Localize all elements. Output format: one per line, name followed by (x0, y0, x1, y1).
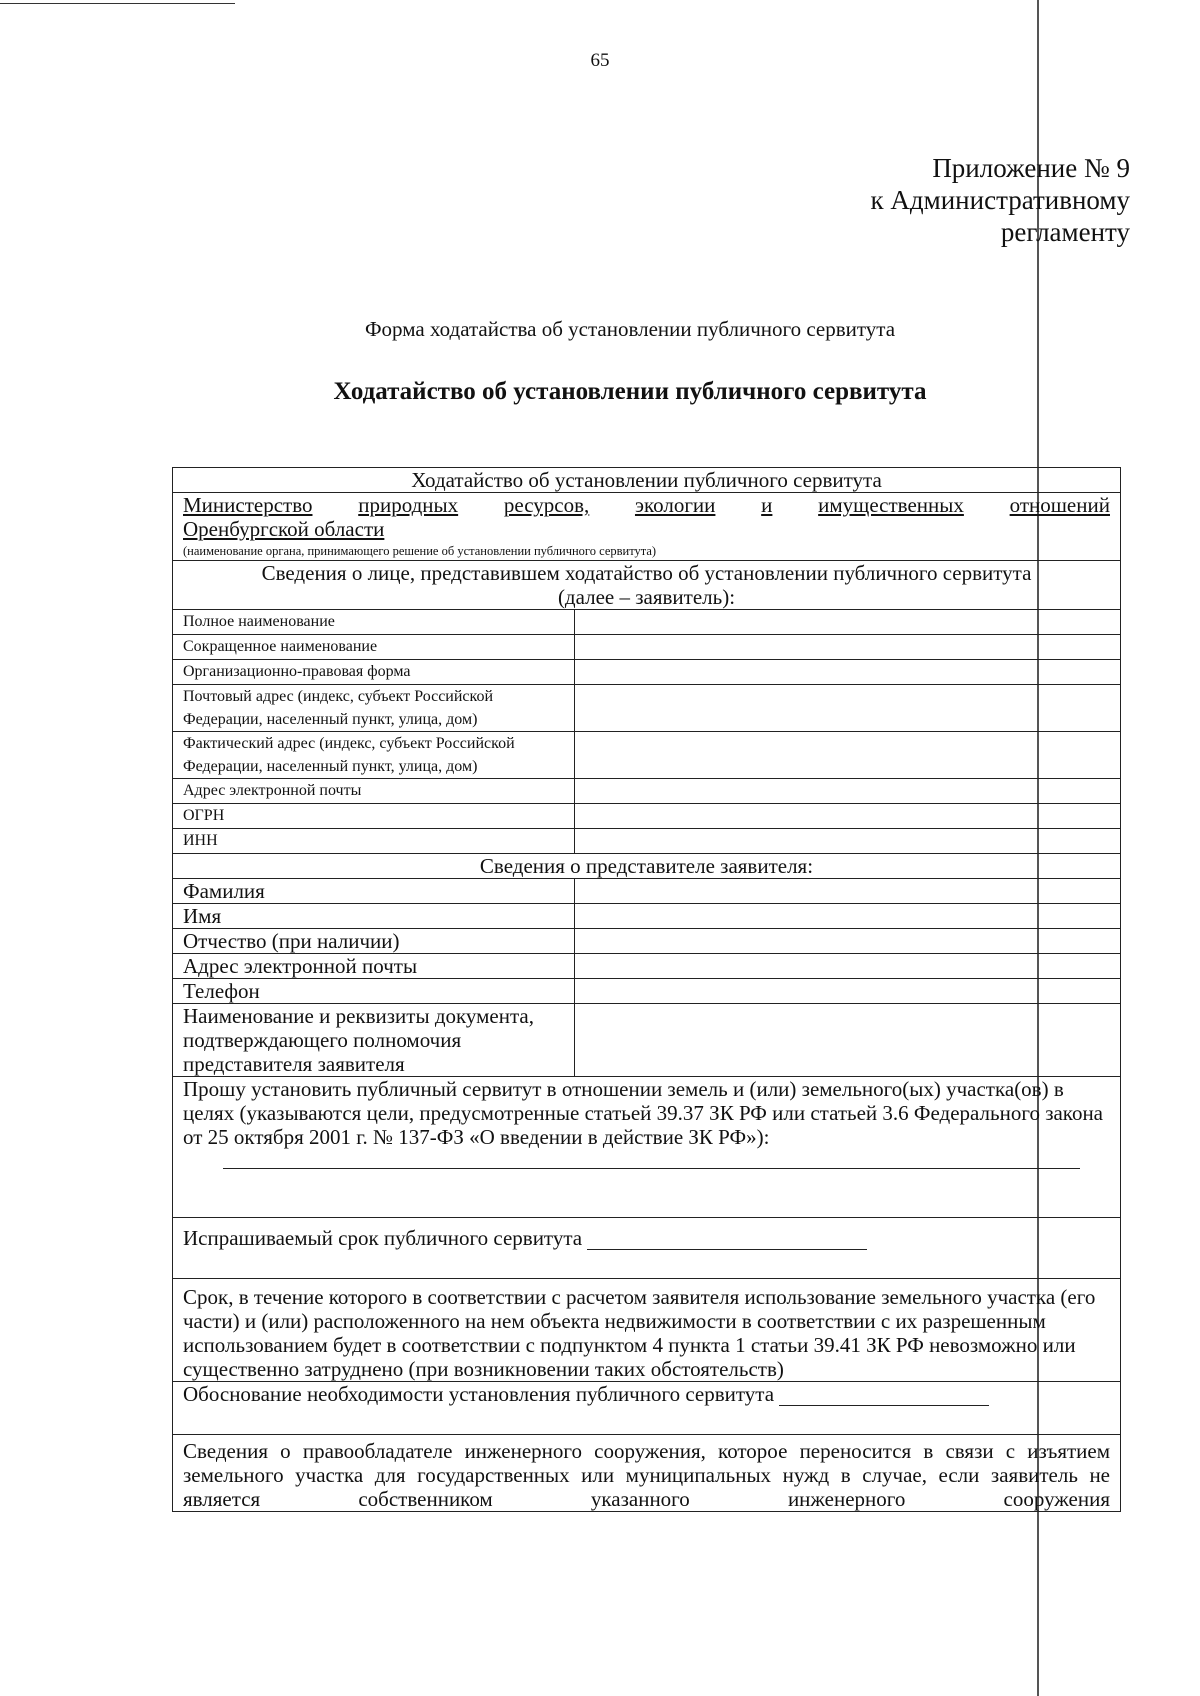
table-row (173, 779, 1121, 804)
table-row (173, 610, 1121, 635)
applicant-section-line-2: (далее – заявитель): (557, 585, 736, 609)
table-row (173, 804, 1121, 829)
justification-label: Обоснование необходимости установления публичного сервитута (183, 1382, 775, 1406)
authority-word: и (761, 493, 773, 517)
authority-word: имущественных (818, 493, 964, 517)
table-row (173, 929, 1121, 954)
applicant-section-heading (173, 561, 1121, 610)
table-row (173, 954, 1121, 979)
authority-line-1 (183, 493, 1110, 517)
field-label: ОГРН (173, 804, 575, 829)
appendix-line-3: регламенту (1000, 217, 1130, 247)
petition-form-table (172, 467, 1121, 1512)
purpose-row (173, 1077, 1121, 1218)
authority-word: Министерство (183, 493, 313, 517)
field-value-short-name[interactable] (575, 635, 1121, 660)
owner-row (173, 1435, 1121, 1512)
table-row (173, 635, 1121, 660)
table-row (173, 660, 1121, 685)
authority-line-2: Оренбургской области (183, 517, 385, 541)
authority-word: отношений (1009, 493, 1110, 517)
justification-row (173, 1382, 1121, 1435)
table-row (173, 1004, 1121, 1077)
field-label: Имя (173, 904, 575, 929)
main-title: Ходатайство об установлении публичного сервитута (333, 378, 927, 405)
field-value-authority-document[interactable] (575, 1004, 1121, 1077)
purpose-text: Прошу установить публичный сервитут в отношении земель и (или) земельного(ых) участка(ов) в целях (указываются цели, предусмотренные статьей 39.37 ЗК РФ или статьей 3.6 Федерального закона от 25 октября 2001 г. № 137-ФЗ «О введении в действие ЗК РФ»): (183, 1077, 1104, 1149)
appendix-line-2: к Административному (870, 185, 1130, 215)
representative-section-heading: Сведения о представителе заявителя: (173, 854, 1121, 879)
authority-note: (наименование органа, принимающего решение об установлении публичного сервитута) (183, 544, 657, 558)
field-value-actual-address[interactable] (575, 732, 1121, 779)
scan-top-line (0, 3, 235, 4)
field-value-full-name[interactable] (575, 610, 1121, 635)
authority-word: ресурсов, (503, 493, 590, 517)
field-label: Телефон (173, 979, 575, 1004)
field-value-surname[interactable] (575, 879, 1121, 904)
field-label: Полное наименование (173, 610, 575, 635)
term-label: Испрашиваемый срок публичного сервитута (183, 1226, 583, 1250)
field-value-patronymic[interactable] (575, 929, 1121, 954)
appendix-line-1: Приложение № 9 (932, 153, 1130, 183)
field-label: Организационно-правовая форма (173, 660, 575, 685)
field-label: Отчество (при наличии) (173, 929, 575, 954)
representative-section-row (173, 854, 1121, 879)
field-value-inn[interactable] (575, 829, 1121, 854)
table-row (173, 904, 1121, 929)
field-label: Фактический адрес (индекс, субъект Российской Федерации, населенный пункт, улица, дом) (173, 732, 575, 779)
form-caption: Форма ходатайства об установлении публичного сервитута (364, 317, 896, 341)
term-row (173, 1218, 1121, 1279)
table-row (173, 979, 1121, 1004)
purpose-cell (173, 1077, 1121, 1218)
authority-word: природных (358, 493, 459, 517)
field-value-name[interactable] (575, 904, 1121, 929)
field-value-legal-form[interactable] (575, 660, 1121, 685)
applicant-section-line-1: Сведения о лице, представившем ходатайство об установлении публичного сервитута (261, 561, 1032, 585)
page-number: 65 (590, 50, 610, 71)
field-value-phone[interactable] (575, 979, 1121, 1004)
field-label: Наименование и реквизиты документа, подтверждающего полномочия представителя заявителя (173, 1004, 575, 1077)
field-value-email[interactable] (575, 779, 1121, 804)
impossibility-text: Срок, в течение которого в соответствии с расчетом заявителя использование земельного участка (его части) и (или) расположенного на нем объекта недвижимости в соответствии с их разрешенным использованием будет в соответствии с подпунктом 4 пункта 1 статьи 39.41 ЗК РФ невозможно или существенно затруднено (при возникновении таких обстоятельств) (173, 1279, 1121, 1382)
table-row (173, 732, 1121, 779)
field-label: Почтовый адрес (индекс, субъект Российской Федерации, населенный пункт, улица, дом) (173, 685, 575, 732)
authority-row (173, 493, 1121, 561)
justification-blank[interactable] (779, 1405, 989, 1406)
field-value-rep-email[interactable] (575, 954, 1121, 979)
field-label: Фамилия (173, 879, 575, 904)
purpose-blank-line[interactable] (223, 1167, 1080, 1169)
term-blank[interactable] (587, 1249, 867, 1250)
impossibility-row (173, 1279, 1121, 1382)
term-cell (173, 1218, 1121, 1279)
field-label: ИНН (173, 829, 575, 854)
justification-cell (173, 1382, 1121, 1435)
field-label: Адрес электронной почты (173, 779, 575, 804)
field-label: Адрес электронной почты (173, 954, 575, 979)
owner-text: Сведения о правообладателе инженерного сооружения, которое переносится в связи с изъятием земельного участка для государственных или муниципальных нужд в случае, если заявитель не является собственником указанного инженерного сооружения (173, 1435, 1121, 1512)
field-value-ogrn[interactable] (575, 804, 1121, 829)
table-header-row (173, 468, 1121, 493)
field-label: Сокращенное наименование (173, 635, 575, 660)
authority-word: экологии (634, 493, 716, 517)
table-header: Ходатайство об установлении публичного сервитута (173, 468, 1121, 493)
authority-cell (173, 493, 1121, 561)
appendix-heading (871, 152, 1130, 248)
table-row (173, 829, 1121, 854)
table-row (173, 879, 1121, 904)
field-value-postal-address[interactable] (575, 685, 1121, 732)
applicant-section-row (173, 561, 1121, 610)
table-row (173, 685, 1121, 732)
